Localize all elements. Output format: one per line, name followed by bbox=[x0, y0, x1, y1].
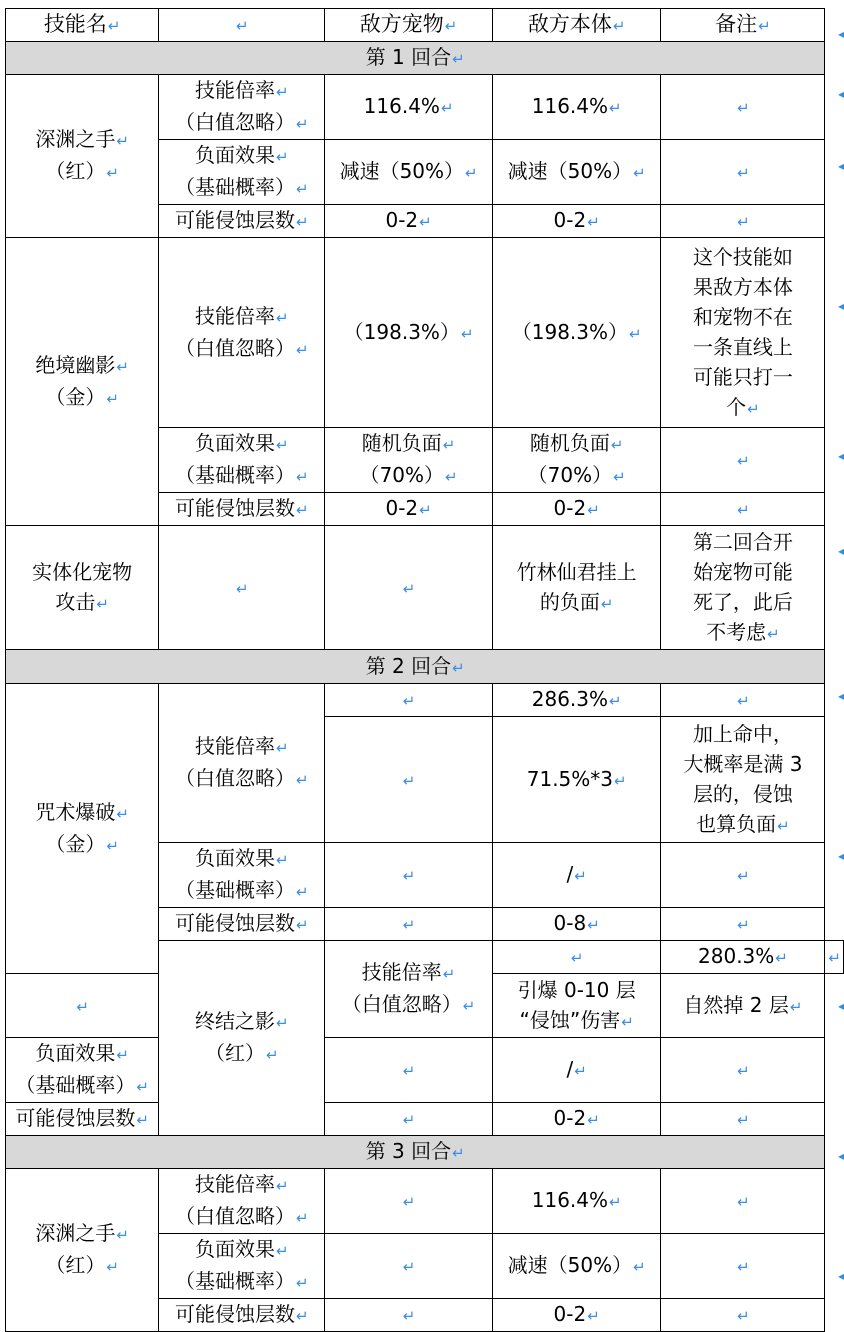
round-title: 第 1 回合↵ bbox=[6, 42, 825, 75]
enemy-body-cell: 71.5%*3↵ bbox=[492, 717, 661, 843]
table-row bbox=[6, 1169, 844, 1234]
note-cell bbox=[661, 1234, 825, 1299]
enemy-pet-cell bbox=[325, 526, 493, 650]
row-label-cell: 可能侵蚀层数↵ bbox=[159, 493, 325, 526]
enemy-body-cell: 0-2↵ bbox=[492, 205, 661, 238]
header-note: 备注↵ bbox=[661, 9, 825, 42]
enemy-body-cell: 引爆 0-10 层 “侵蚀”伤害↵ bbox=[492, 974, 661, 1038]
enemy-pet-cell: 随机负面↵ （70%）↵ bbox=[325, 428, 493, 493]
row-label-cell: 技能倍率↵ （白值忽略）↵ bbox=[159, 684, 325, 843]
row-label-cell: 负面效果↵ （基础概率）↵ bbox=[159, 428, 325, 493]
row-label-cell: 可能侵蚀层数↵ bbox=[159, 1299, 325, 1332]
enemy-body-cell: 0-2↵ bbox=[492, 1103, 661, 1136]
row-label-cell: 负面效果↵ （基础概率）↵ bbox=[159, 140, 325, 205]
round-row bbox=[6, 1136, 844, 1169]
right-edge-marks: ◂ ◂ ◂ ◂ ◂ ◂ ◂ ◂ ◂ ◂ ◂ bbox=[837, 27, 844, 1283]
enemy-body-cell: 0-2↵ bbox=[492, 493, 661, 526]
note-cell bbox=[661, 493, 825, 526]
row-label-cell: 技能倍率↵ （白值忽略）↵ bbox=[159, 238, 325, 428]
enemy-pet-cell: 116.4%↵ bbox=[325, 75, 493, 140]
table-row bbox=[6, 238, 844, 428]
enemy-pet-cell bbox=[325, 908, 493, 941]
table-row bbox=[6, 1103, 844, 1136]
enemy-pet-cell bbox=[325, 1299, 493, 1332]
round-title: 第 2 回合↵ bbox=[6, 650, 825, 684]
enemy-body-cell: 116.4%↵ bbox=[492, 75, 661, 140]
enemy-pet-cell bbox=[325, 684, 493, 717]
header-enemy-body: 敌方本体↵ bbox=[492, 9, 661, 42]
skill-name-cell: 绝境幽影↵ （金）↵ bbox=[6, 238, 159, 526]
enemy-pet-cell bbox=[325, 717, 493, 843]
note-cell bbox=[661, 1299, 825, 1332]
header-enemy-pet: 敌方宠物↵ bbox=[325, 9, 493, 42]
enemy-pet-cell bbox=[325, 1234, 493, 1299]
header-row bbox=[6, 9, 844, 42]
enemy-body-cell: /↵ bbox=[492, 843, 661, 908]
note-cell: 这个技能如 果敌方本体 和宠物不在 一条直线上 可能只打一 个↵ bbox=[661, 238, 825, 428]
enemy-pet-cell bbox=[325, 1169, 493, 1234]
enemy-pet-cell: 0-2↵ bbox=[325, 493, 493, 526]
row-label-cell: 技能倍率↵ （白值忽略）↵ bbox=[159, 1169, 325, 1234]
skill-name-cell: 实体化宠物 攻击↵ bbox=[6, 526, 159, 650]
table-row bbox=[6, 1038, 844, 1103]
round-row bbox=[6, 650, 844, 684]
note-cell bbox=[661, 205, 825, 238]
enemy-pet-cell: 0-2↵ bbox=[325, 205, 493, 238]
enemy-body-cell: （198.3%）↵ bbox=[492, 238, 661, 428]
enemy-body-cell: 随机负面↵ （70%）↵ bbox=[492, 428, 661, 493]
row-label-cell: 负面效果↵ （基础概率）↵ bbox=[159, 843, 325, 908]
note-cell bbox=[825, 941, 844, 974]
enemy-body-cell: 0-8↵ bbox=[492, 908, 661, 941]
note-cell bbox=[661, 75, 825, 140]
note-cell bbox=[661, 843, 825, 908]
skill-table bbox=[5, 8, 844, 1332]
row-label-cell: 可能侵蚀层数↵ bbox=[6, 1103, 159, 1136]
row-label-cell bbox=[159, 526, 325, 650]
table-row bbox=[6, 75, 844, 140]
round-row bbox=[6, 42, 844, 75]
skill-name-cell: 咒术爆破↵ （金）↵ bbox=[6, 684, 159, 974]
row-label-cell: 技能倍率↵ （白值忽略）↵ bbox=[325, 941, 493, 1038]
enemy-pet-cell bbox=[325, 843, 493, 908]
enemy-pet-cell bbox=[492, 941, 661, 974]
skill-name-cell: 终结之影↵ （红）↵ bbox=[159, 941, 325, 1136]
note-cell bbox=[661, 428, 825, 493]
enemy-pet-cell bbox=[325, 1038, 493, 1103]
note-cell bbox=[661, 1038, 825, 1103]
note-cell: 自然掉 2 层↵ bbox=[661, 974, 825, 1038]
enemy-body-cell: 0-2↵ bbox=[492, 1299, 661, 1332]
enemy-body-cell: 减速（50%）↵ bbox=[492, 1234, 661, 1299]
row-label-cell: 技能倍率↵ （白值忽略）↵ bbox=[159, 75, 325, 140]
note-cell bbox=[661, 1103, 825, 1136]
skill-name-cell: 深渊之手↵ （红）↵ bbox=[6, 1169, 159, 1332]
note-cell: 加上命中， 大概率是满 3 层的，侵蚀 也算负面↵ bbox=[661, 717, 825, 843]
enemy-pet-cell: （198.3%）↵ bbox=[325, 238, 493, 428]
enemy-body-cell: 减速（50%）↵ bbox=[492, 140, 661, 205]
skill-name-cell: 深渊之手↵ （红）↵ bbox=[6, 75, 159, 238]
round-title: 第 3 回合↵ bbox=[6, 1136, 825, 1169]
enemy-body-cell: 280.3%↵ bbox=[661, 941, 825, 974]
table-row bbox=[6, 684, 844, 717]
table-row bbox=[6, 526, 844, 650]
enemy-body-cell: 116.4%↵ bbox=[492, 1169, 661, 1234]
enemy-pet-cell bbox=[325, 1103, 493, 1136]
enemy-body-cell: 竹林仙君挂上 的负面↵ bbox=[492, 526, 661, 650]
header-blank bbox=[159, 9, 325, 42]
enemy-pet-cell: 减速（50%）↵ bbox=[325, 140, 493, 205]
enemy-body-cell: /↵ bbox=[492, 1038, 661, 1103]
row-label-cell: 负面效果↵ （基础概率）↵ bbox=[159, 1234, 325, 1299]
header-skill-name: 技能名↵ bbox=[6, 9, 159, 42]
enemy-pet-cell bbox=[6, 974, 159, 1038]
note-cell bbox=[661, 140, 825, 205]
enemy-body-cell: 286.3%↵ bbox=[492, 684, 661, 717]
row-label-cell: 可能侵蚀层数↵ bbox=[159, 908, 325, 941]
note-cell bbox=[661, 684, 825, 717]
note-cell bbox=[661, 908, 825, 941]
row-label-cell: 负面效果↵ （基础概率）↵ bbox=[6, 1038, 159, 1103]
note-cell bbox=[661, 1169, 825, 1234]
row-label-cell: 可能侵蚀层数↵ bbox=[159, 205, 325, 238]
note-cell: 第二回合开 始宠物可能 死了，此后 不考虑↵ bbox=[661, 526, 825, 650]
